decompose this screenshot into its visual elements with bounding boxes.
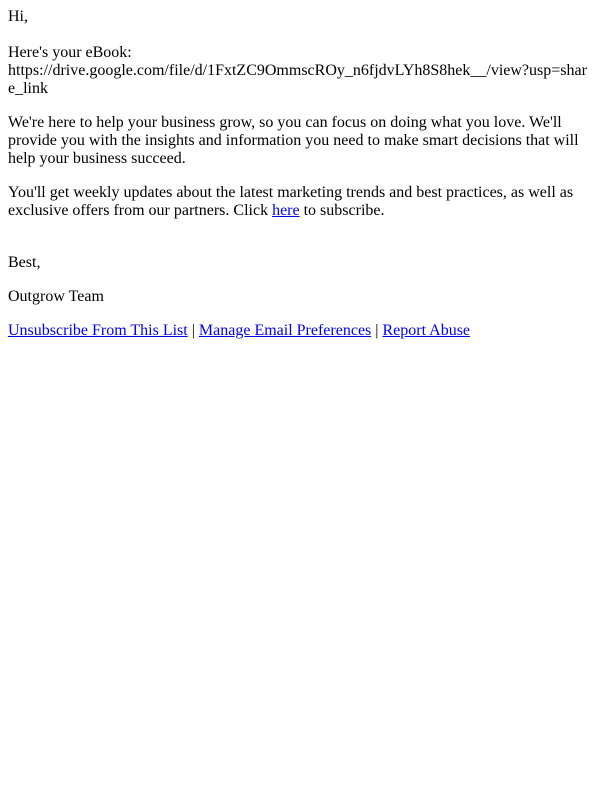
manage-preferences-link[interactable]: Manage Email Preferences: [198, 322, 372, 339]
subscribe-paragraph: [8, 184, 592, 220]
subscribe-text-before: You'll get weekly updates about the latest marketing trends and best practices, as well as exclusive offers from our partners. Click: [8, 184, 574, 219]
ebook-url-text: https://drive.google.com/file/d/1FxtZC9OmmscROy_n6fjdvLYh8S8hek__/view?usp=share_link: [8, 62, 587, 97]
footer-separator: |: [371, 322, 383, 339]
ebook-label: Here's your eBook:: [8, 44, 132, 61]
closing-text: Best,: [8, 254, 41, 271]
unsubscribe-link[interactable]: Unsubscribe From This List: [8, 322, 188, 339]
subscribe-here-link[interactable]: here: [272, 202, 300, 219]
ebook-paragraph: [8, 44, 592, 98]
subscribe-text-after: to subscribe.: [299, 202, 385, 219]
footer-separator: |: [187, 322, 199, 339]
greeting-text: Hi,: [8, 8, 28, 25]
report-abuse-link[interactable]: Report Abuse: [382, 322, 471, 339]
intro-paragraph: We're here to help your business grow, so you can focus on doing what you love. We'll provide you with the insights and information you need to make smart decisions that will help your business succeed.: [8, 114, 579, 167]
signature-text: Outgrow Team: [8, 288, 104, 305]
footer-links: [8, 322, 592, 340]
